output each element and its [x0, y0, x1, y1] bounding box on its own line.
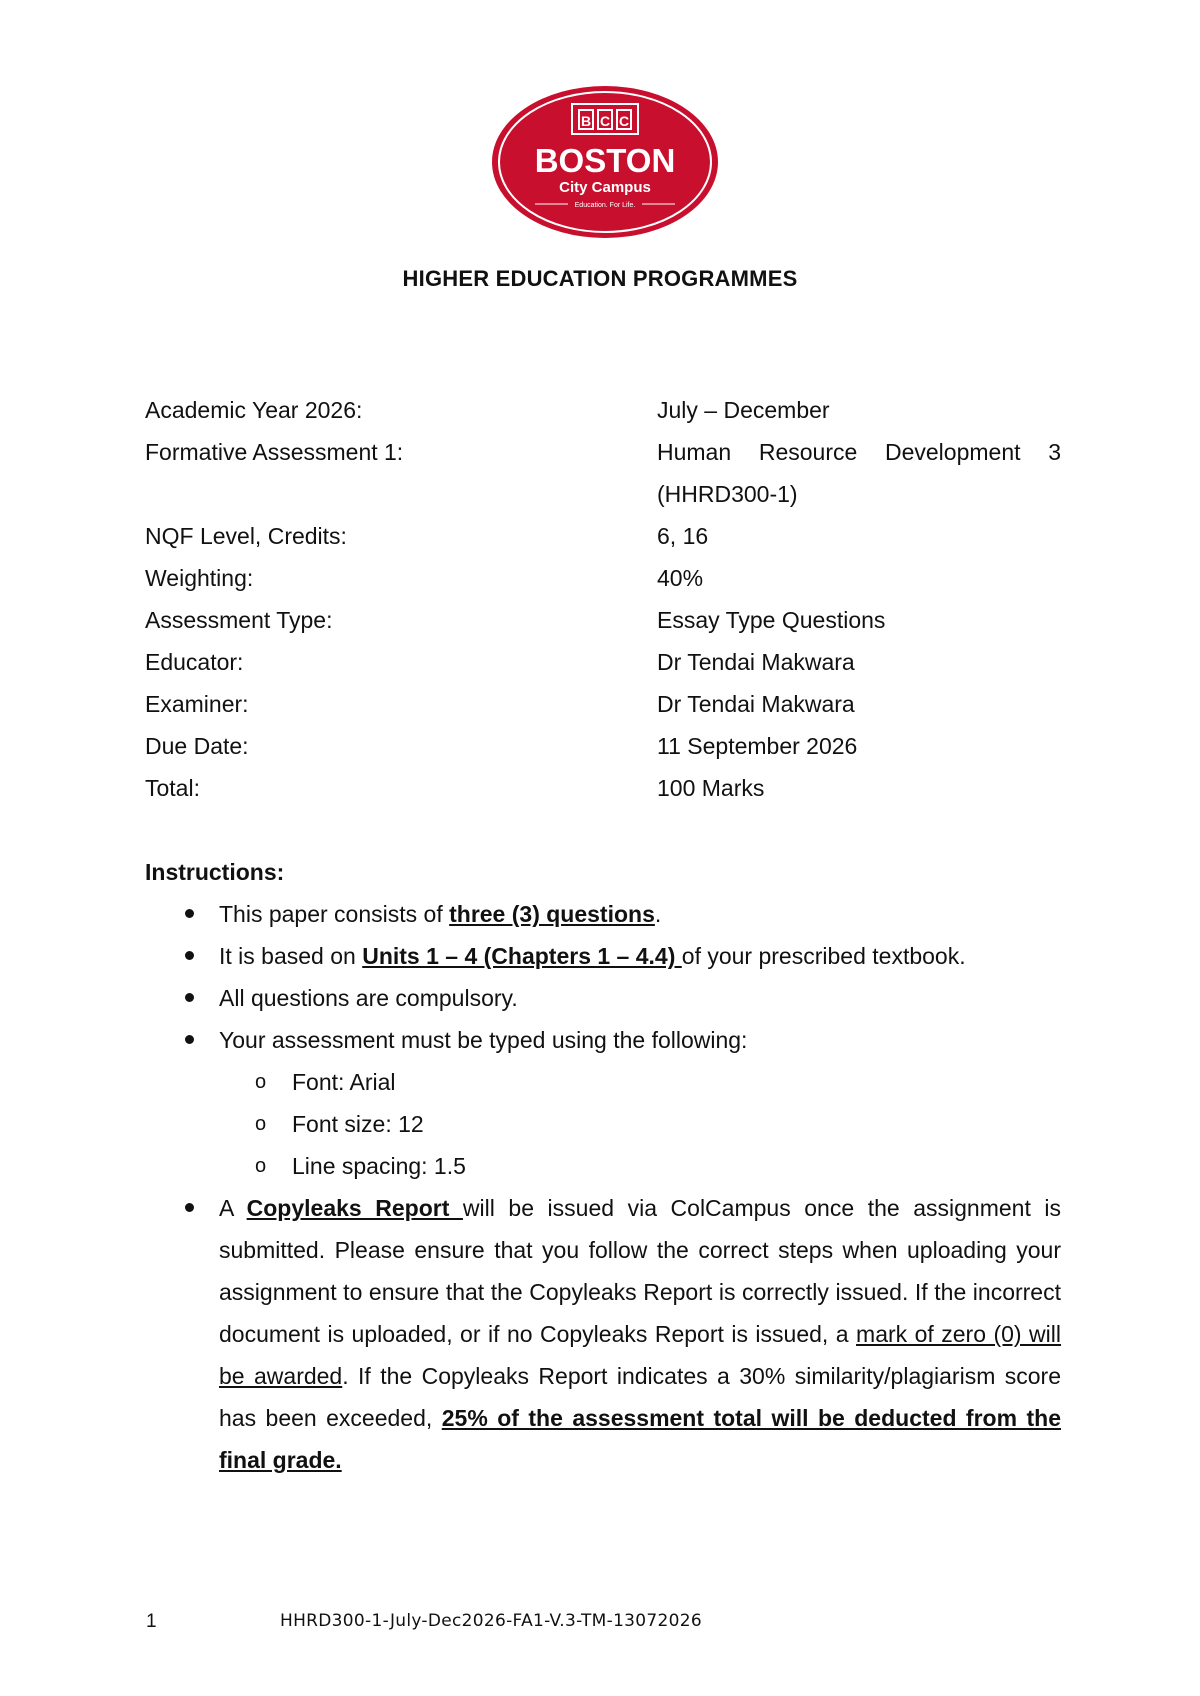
detail-label: Weighting:	[145, 565, 254, 591]
detail-value: Human Resource Development 3	[657, 439, 1061, 465]
instructions-section	[145, 851, 1061, 1481]
list-item	[145, 935, 1061, 977]
instruction-text: Your assessment must be typed using the following:	[219, 1027, 748, 1053]
instruction-text: . If the Copyleaks Report indicates a 30% similarity/plagiarism score has been exceeded,	[219, 1363, 1062, 1431]
logo-initial-2: C	[599, 113, 611, 129]
detail-row	[145, 683, 1061, 725]
detail-row	[145, 557, 1061, 599]
detail-label: Educator:	[145, 649, 244, 675]
instruction-underline: mark of zero (0) will be awarded	[219, 1321, 1061, 1389]
instruction-emphasis: 25% of the assessment total will be deducted from the final grade.	[219, 1405, 1061, 1473]
sub-list-item: o Font size: 12	[219, 1103, 1061, 1145]
detail-label: Academic Year 2026:	[145, 397, 363, 423]
detail-row	[145, 389, 1061, 431]
instruction-text: A	[219, 1195, 247, 1221]
detail-value: Dr Tendai Makwara	[657, 691, 855, 717]
detail-label: Assessment Type:	[145, 607, 333, 633]
list-item	[145, 893, 1061, 935]
detail-row	[145, 767, 1061, 809]
sub-list-item: o Line spacing: 1.5	[219, 1145, 1061, 1187]
detail-value-line2: (HHRD300-1)	[657, 481, 798, 507]
detail-row	[145, 725, 1061, 767]
boston-city-campus-logo	[490, 84, 720, 240]
instruction-text: It is based on	[219, 943, 363, 969]
instruction-emphasis: Units 1 – 4 (Chapters 1 – 4.4)	[362, 943, 682, 969]
logo-initial-1: B	[580, 113, 592, 129]
logo-tagline: Education. For Life.	[574, 202, 636, 209]
detail-row	[145, 515, 1061, 557]
detail-value: 11 September 2026	[657, 733, 858, 759]
instruction-text: .	[654, 901, 662, 927]
detail-row	[145, 599, 1061, 641]
detail-value: 40%	[657, 565, 704, 591]
instruction-text: This paper consists of	[219, 901, 450, 927]
instruction-emphasis: Copyleaks Report	[246, 1195, 463, 1221]
instructions-title: Instructions:	[145, 859, 285, 885]
detail-label: Examiner:	[145, 691, 249, 717]
detail-label: Due Date:	[145, 733, 249, 759]
formatting-list	[219, 1061, 1061, 1187]
sub-list-item: o Font: Arial	[219, 1061, 1061, 1103]
detail-row	[145, 431, 1061, 515]
detail-value: July – December	[657, 397, 830, 423]
page-number: 1	[146, 1611, 157, 1632]
detail-value: 100 Marks	[657, 775, 765, 801]
detail-value: Essay Type Questions	[657, 607, 886, 633]
list-item: All questions are compulsory.	[145, 977, 1061, 1019]
assessment-details	[145, 389, 1061, 809]
detail-label: Total:	[145, 775, 200, 801]
page-heading: HIGHER EDUCATION PROGRAMMES	[402, 266, 798, 291]
detail-value-multiline	[657, 431, 1061, 515]
document-code: HHRD300-1-July-Dec2026-FA1-V.3-TM-13072026	[280, 1611, 702, 1631]
instruction-text: will be issued via ColCampus once the assignment is submitted. Please ensure that you follow the correct steps when uploading your assignment to ensure that the Copyleaks Report is correctly issued. If the incorrect document is uploaded, or if no Copyleaks Report is issued, a	[219, 1195, 1061, 1347]
detail-label: NQF Level, Credits:	[145, 523, 347, 549]
instruction-emphasis: three (3) questions	[449, 901, 655, 927]
instruction-text: of your prescribed textbook.	[681, 943, 966, 969]
detail-value: Dr Tendai Makwara	[657, 649, 855, 675]
detail-label: Formative Assessment 1:	[145, 439, 404, 465]
logo-subtitle: City Campus	[559, 179, 651, 196]
logo-initial-3: C	[618, 113, 630, 129]
detail-row	[145, 641, 1061, 683]
logo-name: BOSTON	[534, 142, 676, 179]
instructions-list	[145, 893, 1061, 1481]
detail-value: 6, 16	[657, 523, 709, 549]
list-item	[145, 1187, 1061, 1481]
list-item	[145, 1019, 1061, 1187]
